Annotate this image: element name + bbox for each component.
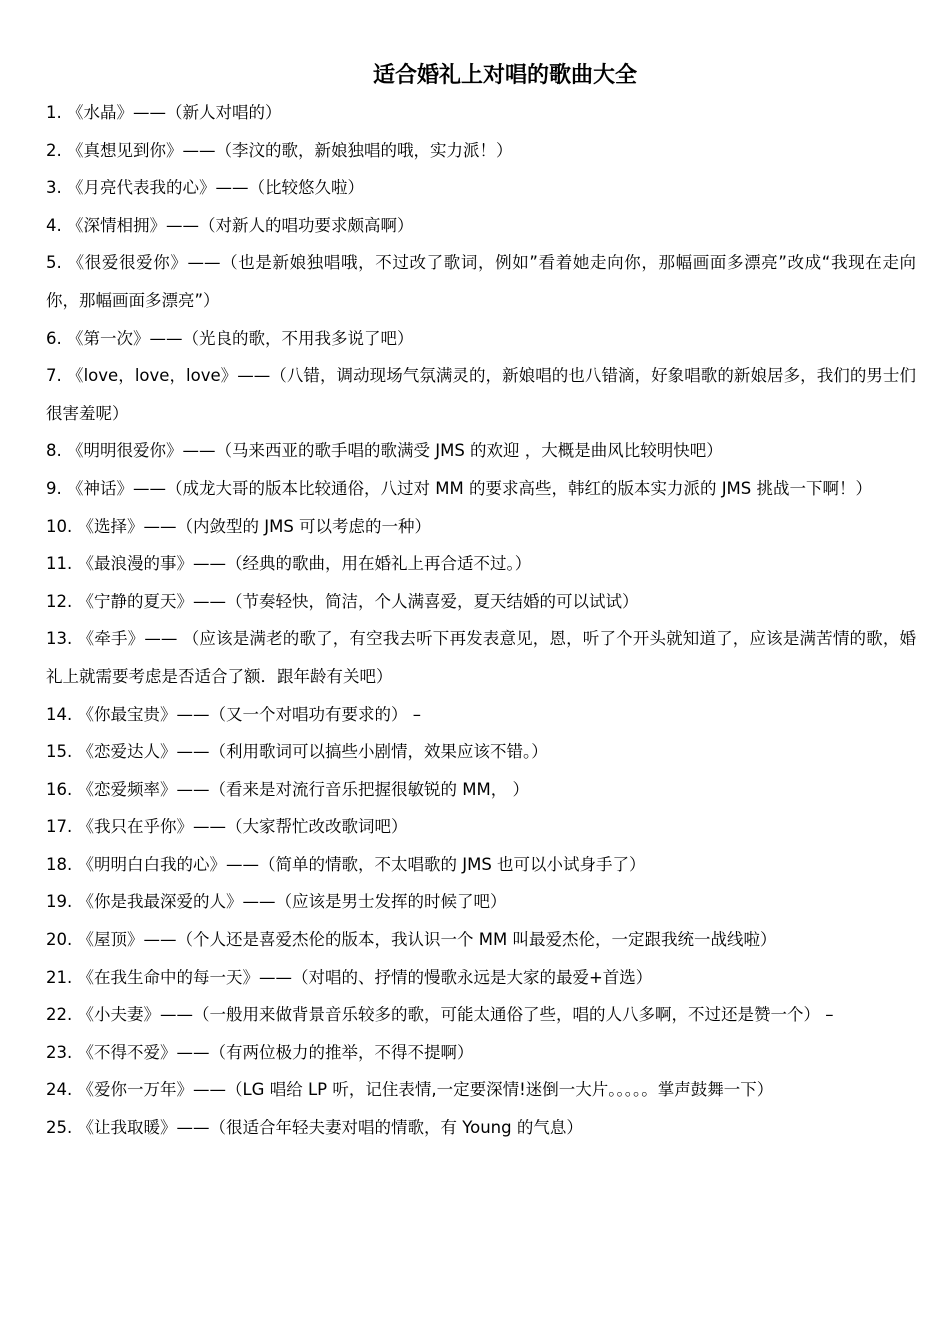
list-item: 20. 《屋顶》——（个人还是喜爱杰伦的版本，我认识一个 MM 叫最爱杰伦，一定跟我统一战线啦）	[46, 930, 777, 950]
list-item: 3. 《月亮代表我的心》——（比较悠久啦）	[46, 178, 364, 198]
list-item: 1. 《水晶》——（新人对唱的）	[46, 103, 282, 122]
list-item: 23. 《不得不爱》——（有两位极力的推举，不得不提啊）	[46, 1042, 474, 1062]
list-item: 24. 《爱你一万年》——（LG 唱给 LP 听，记住表情,一定要深情!迷倒一大片。。。。。掌声鼓舞一下）	[46, 1080, 774, 1100]
page-title: 适合婚礼上对唱的歌曲大全	[372, 63, 637, 88]
list-item: 25. 《让我取暖》——（很适合年轻夫妻对唱的情歌，有 Young 的气息）	[46, 1118, 583, 1138]
list-item: 4. 《深情相拥》——（对新人的唱功要求颇高啊）	[46, 215, 414, 235]
list-item: 16. 《恋爱频率》——（看来是对流行音乐把握很敏锐的 MM， ）	[46, 779, 529, 799]
song-list	[46, 94, 916, 1147]
list-item: 12. 《宁静的夏天》——（节奏轻快，简洁，个人满喜爱，夏天结婚的可以试试）	[46, 591, 639, 611]
list-item: 6. 《第一次》——（光良的歌，不用我多说了吧）	[46, 328, 414, 348]
list-item: 15. 《恋爱达人》——（利用歌词可以搞些小剧情，效果应该不错。）	[46, 742, 548, 762]
list-item: 18. 《明明白白我的心》——（简单的情歌，不太唱歌的 JMS 也可以小试身手了）	[46, 854, 646, 874]
list-item: 9. 《神话》——（成龙大哥的版本比较通俗，八过对 MM 的要求高些，韩红的版本实力派的 JMS 挑战一下啊！）	[46, 478, 873, 498]
list-item: 7. 《love，love，love》——（八错，调动现场气氛满灵的，新娘唱的也八错滴，好象唱歌的新娘居多，我们的男士们很害羞呢）	[46, 366, 916, 423]
list-item: 5. 《很爱很爱你》——（也是新娘独唱哦，不过改了歌词，例如”看着她走向你，那幅画面多漂亮”改成“我现在走向你，那幅画面多漂亮”）	[46, 253, 916, 310]
list-item: 22. 《小夫妻》——（一般用来做背景音乐较多的歌，可能太通俗了些，唱的人八多啊，不过还是赞一个） –	[46, 1005, 834, 1025]
list-item: 13. 《牵手》—— （应该是满老的歌了，有空我去听下再发表意见，恩，听了个开头就知道了，应该是满苦情的歌，婚礼上就需要考虑是否适合了额．跟年龄有关吧）	[46, 629, 916, 686]
list-item: 2. 《真想见到你》——（李汶的歌，新娘独唱的哦，实力派！）	[46, 140, 513, 160]
list-item: 19. 《你是我最深爱的人》——（应该是男士发挥的时候了吧）	[46, 892, 507, 912]
list-item: 11. 《最浪漫的事》——（经典的歌曲，用在婚礼上再合适不过。）	[46, 554, 532, 574]
list-item: 21. 《在我生命中的每一天》——（对唱的、抒情的慢歌永远是大家的最爱+首选）	[46, 967, 653, 987]
list-item: 17. 《我只在乎你》——（大家帮忙改改歌词吧）	[46, 817, 408, 837]
list-item: 8. 《明明很爱你》——（马来西亚的歌手唱的歌满受 JMS 的欢迎 ，大概是曲风比较明快吧）	[46, 441, 723, 461]
list-item: 14. 《你最宝贵》——（又一个对唱功有要求的） –	[46, 704, 421, 724]
list-item: 10. 《选择》——（内敛型的 JMS 可以考虑的一种）	[46, 516, 432, 536]
